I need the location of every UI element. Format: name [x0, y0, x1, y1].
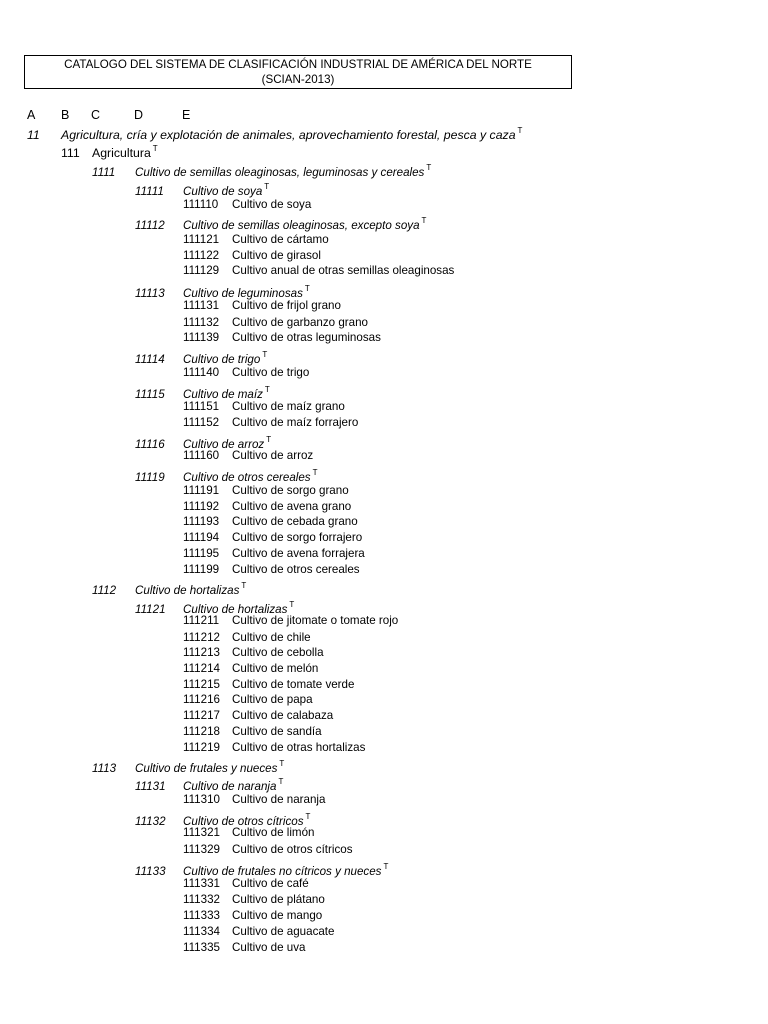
classification-row-level-5	[183, 646, 324, 660]
classification-row-level-3	[135, 180, 269, 199]
classification-row-level-0	[27, 124, 522, 142]
classification-row-level-5	[183, 563, 360, 577]
scian-label: Cultivo de jitomate o tomate rojo	[232, 614, 399, 627]
scian-code: 111329	[183, 843, 220, 856]
classification-row-level-5	[183, 941, 305, 955]
total-marker: T	[152, 144, 158, 153]
scian-label: Cultivo de arroz	[232, 449, 314, 462]
scian-label: Cultivo de hortalizas	[135, 584, 240, 597]
classification-row-level-5	[183, 631, 311, 645]
scian-label: Cultivo de sorgo grano	[232, 484, 349, 497]
scian-code: 111332	[183, 893, 220, 906]
catalog-title-box	[24, 55, 572, 89]
scian-label: Cultivo de soya	[232, 198, 312, 211]
scian-label: Cultivo de sorgo forrajero	[232, 531, 363, 544]
scian-label: Cultivo de semillas oleaginosas, leguminosas y cereales	[135, 166, 425, 179]
scian-code: 111331	[183, 877, 220, 890]
classification-row-level-5	[183, 709, 333, 723]
classification-row-level-5	[183, 331, 381, 345]
scian-label: Cultivo de sandía	[232, 725, 322, 738]
scian-code: 11115	[135, 388, 165, 401]
scian-label: Cultivo de otros cereales	[232, 563, 360, 576]
column-b: B	[61, 108, 70, 122]
scian-code: 111110	[183, 198, 219, 211]
scian-code: 11111	[135, 185, 164, 198]
catalog-title: CATALOGO DEL SISTEMA DE CLASIFICACIÓN INDUSTRIAL DE AMÉRICA DEL NORTE	[64, 58, 532, 71]
classification-row-level-5	[183, 449, 313, 463]
scian-label: Cultivo de otros cereales	[183, 471, 311, 484]
scian-label: Cultivo de semillas oleaginosas, excepto soya	[183, 219, 420, 232]
scian-label: Cultivo de otras hortalizas	[232, 741, 366, 754]
scian-label: Cultivo de naranja	[232, 793, 326, 806]
column-d: D	[134, 108, 144, 122]
scian-label: Cultivo de soya	[183, 185, 263, 198]
scian-label: Agricultura	[92, 146, 151, 160]
scian-label: Cultivo de cebada grano	[232, 515, 358, 528]
scian-label: Cultivo anual de otras semillas oleaginosas	[232, 264, 455, 277]
scian-label: Cultivo de limón	[232, 826, 315, 839]
classification-row-level-3	[135, 775, 283, 794]
scian-code: 111122	[183, 249, 220, 262]
scian-label: Cultivo de leguminosas	[183, 287, 303, 300]
scian-code: 11131	[135, 780, 166, 793]
classification-row-level-5	[183, 400, 345, 414]
scian-code: 111132	[183, 316, 220, 329]
scian-code: 111	[61, 146, 80, 160]
scian-code: 111140	[183, 366, 220, 379]
scian-label: Cultivo de hortalizas	[183, 603, 288, 616]
total-marker: T	[383, 862, 389, 871]
scian-label: Cultivo de trigo	[232, 366, 310, 379]
total-marker: T	[241, 581, 247, 590]
scian-label: Cultivo de garbanzo grano	[232, 316, 368, 329]
scian-code: 1111	[92, 166, 116, 179]
scian-label: Cultivo de cebolla	[232, 646, 324, 659]
classification-row-level-5	[183, 264, 454, 278]
classification-row-level-5	[183, 925, 334, 939]
classification-row-level-5	[183, 678, 354, 692]
scian-code: 11121	[135, 603, 166, 616]
classification-row-level-2	[92, 579, 246, 598]
scian-code: 111160	[183, 449, 220, 462]
scian-code: 111218	[183, 725, 220, 738]
scian-code: 111214	[183, 662, 220, 675]
classification-row-level-2	[92, 757, 284, 776]
classification-row-level-5	[183, 877, 309, 891]
scian-code: 111321	[183, 826, 220, 839]
scian-code: 111212	[183, 631, 220, 644]
scian-code: 111219	[183, 741, 220, 754]
classification-row-level-5	[183, 547, 365, 561]
column-e: E	[182, 108, 191, 122]
total-marker: T	[312, 468, 318, 477]
classification-row-level-5	[183, 725, 322, 739]
scian-label: Cultivo de melón	[232, 662, 319, 675]
scian-label: Cultivo de plátano	[232, 893, 325, 906]
classification-row-level-2	[92, 161, 431, 180]
scian-label: Cultivo de avena forrajera	[232, 547, 365, 560]
classification-row-level-5	[183, 531, 362, 545]
classification-row-level-5	[183, 826, 314, 840]
scian-code: 111216	[183, 693, 220, 706]
scian-code: 111151	[183, 400, 220, 413]
classification-row-level-5	[183, 741, 365, 755]
classification-row-level-5	[183, 614, 398, 628]
total-marker: T	[264, 182, 270, 191]
scian-code: 111211	[183, 614, 220, 627]
catalog-subtitle: (SCIAN-2013)	[261, 73, 335, 86]
scian-code: 111213	[183, 646, 220, 659]
total-marker: T	[304, 284, 310, 293]
scian-code: 111131	[183, 299, 220, 312]
scian-label: Cultivo de trigo	[183, 353, 261, 366]
classification-row-level-5	[183, 793, 325, 807]
classification-row-level-5	[183, 662, 318, 676]
total-marker: T	[278, 777, 284, 786]
scian-label: Cultivo de girasol	[232, 249, 321, 262]
classification-row-level-1	[61, 142, 158, 160]
total-marker: T	[421, 216, 427, 225]
scian-code: 111194	[183, 531, 220, 544]
scian-code: 111334	[183, 925, 220, 938]
scian-label: Cultivo de uva	[232, 941, 306, 954]
scian-code: 111121	[183, 233, 220, 246]
scian-label: Cultivo de tomate verde	[232, 678, 355, 691]
scian-label: Cultivo de otros cítricos	[183, 815, 304, 828]
scian-code: 111139	[183, 331, 220, 344]
scian-label: Cultivo de chile	[232, 631, 311, 644]
classification-row-level-5	[183, 198, 311, 212]
scian-label: Cultivo de cártamo	[232, 233, 329, 246]
scian-code: 111215	[183, 678, 220, 691]
scian-label: Cultivo de papa	[232, 693, 313, 706]
scian-code: 11132	[135, 815, 166, 828]
scian-code: 111152	[183, 416, 220, 429]
scian-label: Cultivo de mango	[232, 909, 323, 922]
scian-code: 1113	[92, 762, 117, 775]
scian-code: 111310	[183, 793, 220, 806]
scian-code: 111192	[183, 500, 220, 513]
total-marker: T	[262, 350, 268, 359]
scian-code: 111217	[183, 709, 220, 722]
total-marker: T	[266, 435, 272, 444]
scian-code: 111195	[183, 547, 220, 560]
scian-code: 111191	[183, 484, 220, 497]
total-marker: T	[279, 759, 285, 768]
scian-label: Cultivo de maíz forrajero	[232, 416, 359, 429]
scian-code: 11133	[135, 865, 166, 878]
total-marker: T	[305, 812, 311, 821]
scian-label: Cultivo de avena grano	[232, 500, 352, 513]
classification-row-level-5	[183, 893, 325, 907]
classification-row-level-5	[183, 500, 351, 514]
column-a: A	[27, 108, 36, 122]
classification-row-level-3	[135, 466, 317, 485]
scian-code: 11113	[135, 287, 165, 300]
column-c: C	[91, 108, 101, 122]
scian-code: 111193	[183, 515, 220, 528]
scian-code: 111129	[183, 264, 220, 277]
scian-code: 11116	[135, 438, 165, 451]
scian-label: Cultivo de calabaza	[232, 709, 334, 722]
scian-label: Cultivo de naranja	[183, 780, 277, 793]
scian-label: Cultivo de arroz	[183, 438, 265, 451]
scian-label: Agricultura, cría y explotación de animales, aprovechamiento forestal, pesca y caza	[61, 128, 516, 142]
scian-code: 11112	[135, 219, 165, 232]
classification-row-level-5	[183, 299, 341, 313]
scian-code: 11119	[135, 471, 165, 484]
classification-row-level-5	[183, 416, 358, 430]
classification-row-level-5	[183, 693, 313, 707]
scian-label: Cultivo de maíz grano	[232, 400, 345, 413]
total-marker: T	[289, 600, 295, 609]
scian-code: 1112	[92, 584, 117, 597]
classification-row-level-5	[183, 515, 358, 529]
scian-label: Cultivo de frutales no cítricos y nueces	[183, 865, 382, 878]
scian-label: Cultivo de otros cítricos	[232, 843, 353, 856]
scian-label: Cultivo de café	[232, 877, 309, 890]
scian-label: Cultivo de aguacate	[232, 925, 335, 938]
classification-row-level-5	[183, 484, 349, 498]
total-marker: T	[264, 385, 270, 394]
classification-row-level-5	[183, 366, 309, 380]
total-marker: T	[426, 163, 432, 172]
classification-row-level-5	[183, 316, 368, 330]
classification-row-level-5	[183, 233, 329, 247]
scian-code: 11	[27, 128, 40, 142]
classification-row-level-3	[135, 214, 426, 233]
scian-code: 111335	[183, 941, 220, 954]
scian-code: 111333	[183, 909, 220, 922]
scian-label: Cultivo de maíz	[183, 388, 263, 401]
classification-row-level-3	[135, 348, 267, 367]
classification-row-level-5	[183, 909, 322, 923]
scian-label: Cultivo de otras leguminosas	[232, 331, 381, 344]
scian-code: 111199	[183, 563, 220, 576]
classification-row-level-5	[183, 843, 353, 857]
scian-label: Cultivo de frijol grano	[232, 299, 341, 312]
total-marker: T	[517, 126, 523, 135]
classification-row-level-5	[183, 249, 321, 263]
scian-code: 11114	[135, 353, 165, 366]
scian-label: Cultivo de frutales y nueces	[135, 762, 278, 775]
